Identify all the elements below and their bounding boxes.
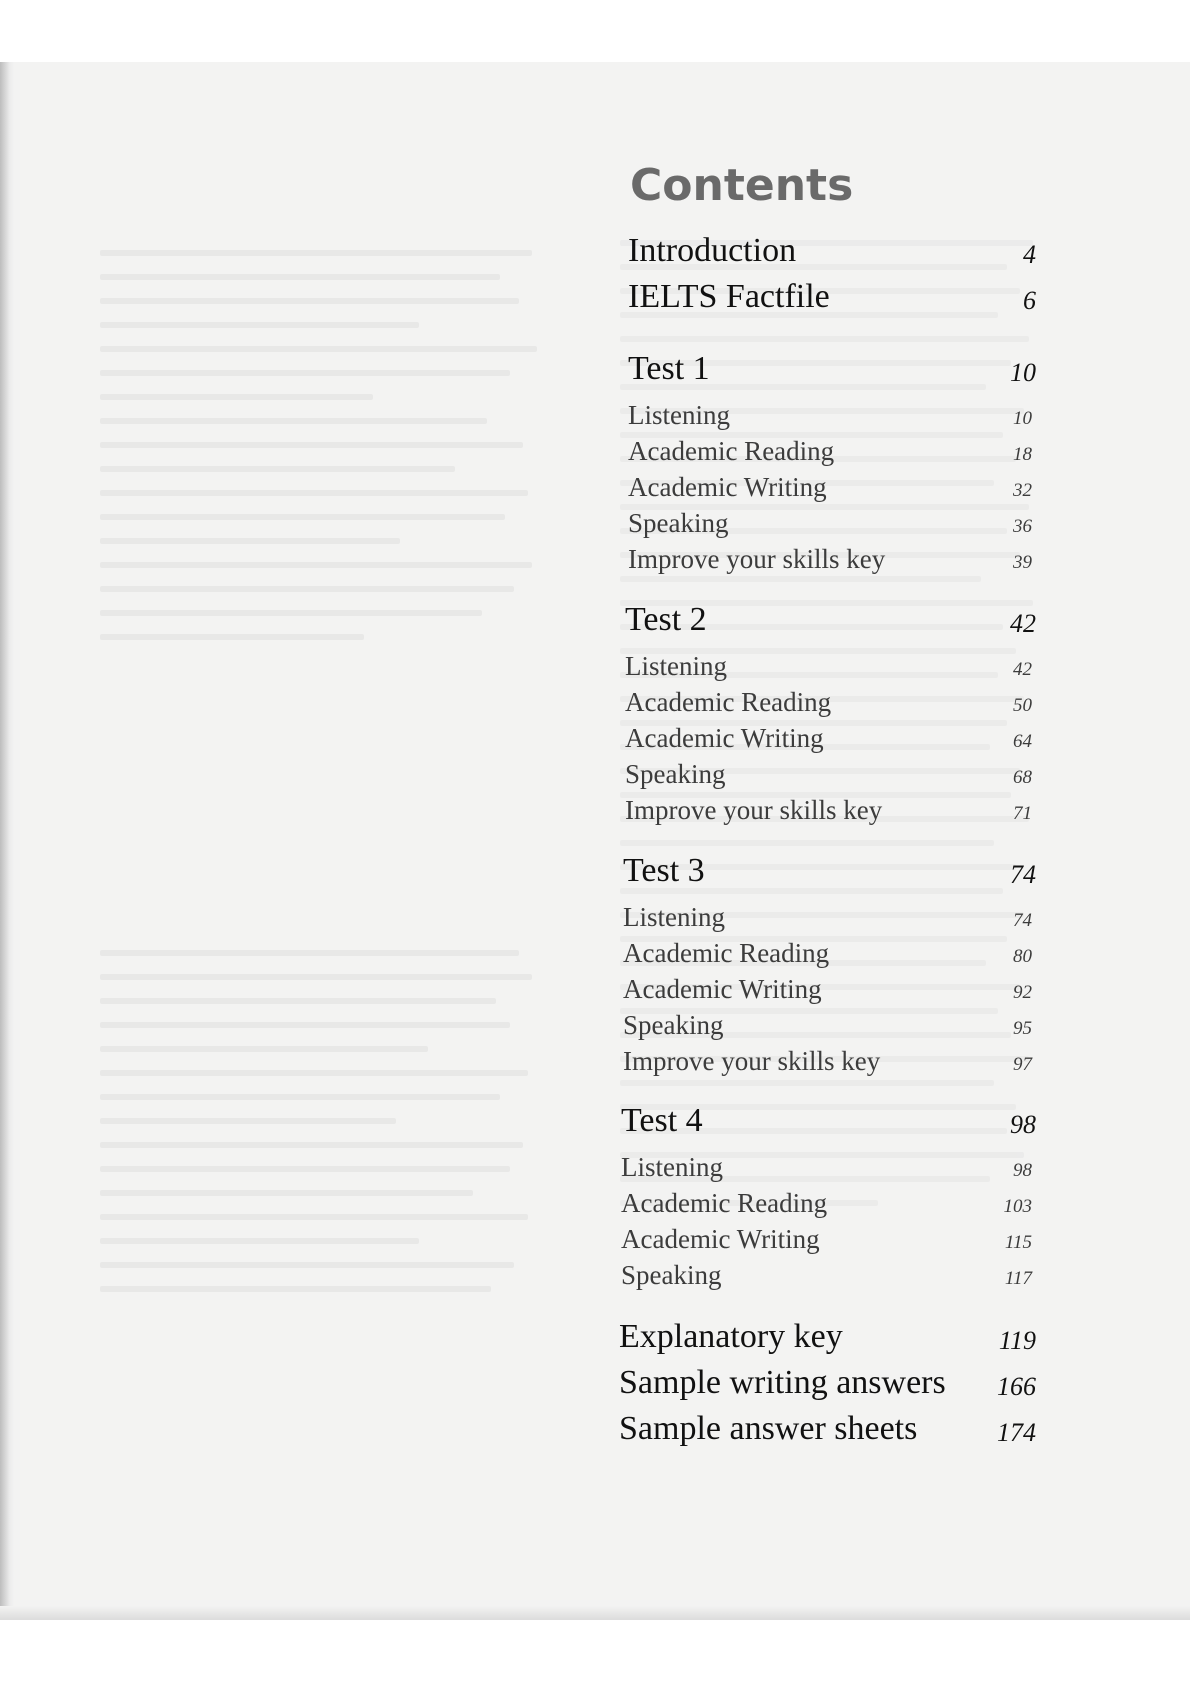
toc-test-2-listening-page-number: 42 bbox=[1013, 659, 1032, 680]
toc-test-3-improve-your-skills-key-page-number: 97 bbox=[1013, 1054, 1032, 1075]
toc-entry-sample-answer-sheets-label: Sample answer sheets bbox=[619, 1410, 918, 1447]
toc-test-3-speaking-label: Speaking bbox=[623, 1010, 724, 1040]
toc-test-3-academic-reading-label: Academic Reading bbox=[623, 938, 830, 968]
toc-test-2-academic-writing-label: Academic Writing bbox=[625, 723, 824, 753]
toc-test-1-listening-label: Listening bbox=[628, 400, 730, 430]
toc-test-1-academic-writing bbox=[628, 472, 1032, 512]
toc-test-2-speaking bbox=[625, 759, 1032, 799]
toc-test-2-improve-your-skills-key-label: Improve your skills key bbox=[625, 795, 883, 825]
toc-test-4-academic-writing-label: Academic Writing bbox=[621, 1224, 820, 1254]
toc-test-2-listening bbox=[625, 651, 1032, 691]
toc-test-3-listening bbox=[623, 902, 1032, 942]
toc-test-4-speaking-page-number: 117 bbox=[1004, 1268, 1032, 1289]
toc-test-4-academic-reading-page-number: 103 bbox=[1003, 1196, 1032, 1217]
toc-test-2 bbox=[625, 601, 1036, 641]
toc-test-2-academic-reading-page-number: 50 bbox=[1013, 695, 1032, 716]
toc-entry-sample-writing-answers-label: Sample writing answers bbox=[619, 1364, 946, 1401]
toc-test-2-improve-your-skills-key-page-number: 71 bbox=[1013, 803, 1032, 824]
toc-test-4-label: Test 4 bbox=[621, 1102, 703, 1139]
toc-test-2-speaking-page-number: 68 bbox=[1013, 767, 1032, 788]
toc-test-3-page-number: 74 bbox=[1010, 860, 1036, 889]
toc-test-4-listening-page-number: 98 bbox=[1013, 1160, 1032, 1181]
toc-test-2-academic-reading-label: Academic Reading bbox=[625, 687, 832, 717]
toc-test-4-academic-writing-page-number: 115 bbox=[1004, 1232, 1032, 1253]
toc-test-2-improve-your-skills-key bbox=[625, 795, 1032, 835]
toc-test-2-academic-writing bbox=[625, 723, 1032, 763]
toc-entry-sample-answer-sheets-page-number: 174 bbox=[997, 1418, 1036, 1447]
toc-test-1-listening bbox=[628, 400, 1032, 440]
toc-entry-explanatory-key-page-number: 119 bbox=[998, 1326, 1036, 1355]
toc-entry-introduction-label: Introduction bbox=[628, 232, 797, 269]
toc-test-3 bbox=[623, 852, 1036, 892]
toc-test-1-improve-your-skills-key-page-number: 39 bbox=[1013, 552, 1032, 573]
toc-test-2-academic-writing-page-number: 64 bbox=[1013, 731, 1032, 752]
toc-test-4-listening bbox=[621, 1152, 1032, 1192]
toc-entry-introduction bbox=[628, 232, 1036, 272]
toc-test-1-academic-writing-label: Academic Writing bbox=[628, 472, 827, 502]
toc-test-1-academic-writing-page-number: 32 bbox=[1013, 480, 1032, 501]
toc-entry-ielts-factfile bbox=[628, 278, 1036, 318]
toc-test-2-listening-label: Listening bbox=[625, 651, 727, 681]
toc-test-2-speaking-label: Speaking bbox=[625, 759, 726, 789]
toc-test-1-speaking-page-number: 36 bbox=[1013, 516, 1032, 537]
toc-test-4-page-number: 98 bbox=[1010, 1110, 1036, 1139]
toc-test-2-academic-reading bbox=[625, 687, 1032, 727]
toc-test-4 bbox=[621, 1102, 1036, 1142]
toc-test-3-improve-your-skills-key bbox=[623, 1046, 1032, 1086]
toc-entry-explanatory-key bbox=[619, 1318, 1036, 1358]
toc-entry-sample-writing-answers-page-number: 166 bbox=[997, 1372, 1036, 1401]
toc-test-3-listening-page-number: 74 bbox=[1013, 910, 1032, 931]
toc-test-3-speaking bbox=[623, 1010, 1032, 1050]
toc-test-1-page-number: 10 bbox=[1010, 358, 1036, 387]
toc-test-4-academic-reading-label: Academic Reading bbox=[621, 1188, 828, 1218]
toc-test-3-listening-label: Listening bbox=[623, 902, 725, 932]
toc-test-1-speaking bbox=[628, 508, 1032, 548]
toc-entry-introduction-page-number: 4 bbox=[1023, 240, 1036, 269]
toc-test-3-academic-reading bbox=[623, 938, 1032, 978]
toc-test-3-academic-writing bbox=[623, 974, 1032, 1014]
toc-entry-sample-writing-answers bbox=[619, 1364, 1036, 1404]
toc-test-1-academic-reading-page-number: 18 bbox=[1013, 444, 1032, 465]
toc-test-3-speaking-page-number: 95 bbox=[1013, 1018, 1032, 1039]
toc-test-4-academic-reading bbox=[621, 1188, 1032, 1228]
toc-test-3-label: Test 3 bbox=[623, 852, 705, 889]
toc-test-1-academic-reading bbox=[628, 436, 1032, 476]
toc-test-1-label: Test 1 bbox=[628, 350, 710, 387]
toc-test-1-listening-page-number: 10 bbox=[1013, 408, 1032, 429]
toc-entry-explanatory-key-label: Explanatory key bbox=[619, 1318, 843, 1355]
toc-entry-ielts-factfile-page-number: 6 bbox=[1023, 286, 1036, 315]
toc-test-4-academic-writing bbox=[621, 1224, 1032, 1264]
page-title: Contents bbox=[630, 160, 854, 211]
toc-entry-sample-answer-sheets bbox=[619, 1410, 1036, 1450]
toc-test-1-improve-your-skills-key bbox=[628, 544, 1032, 584]
toc-entry-ielts-factfile-label: IELTS Factfile bbox=[628, 278, 830, 315]
toc-test-4-listening-label: Listening bbox=[621, 1152, 723, 1182]
toc-test-3-academic-reading-page-number: 80 bbox=[1013, 946, 1032, 967]
toc-test-4-speaking bbox=[621, 1260, 1032, 1300]
toc-test-4-speaking-label: Speaking bbox=[621, 1260, 722, 1290]
toc-test-3-improve-your-skills-key-label: Improve your skills key bbox=[623, 1046, 881, 1076]
toc-test-1 bbox=[628, 350, 1036, 390]
toc-test-1-academic-reading-label: Academic Reading bbox=[628, 436, 835, 466]
toc-test-3-academic-writing-page-number: 92 bbox=[1013, 982, 1032, 1003]
toc-test-1-improve-your-skills-key-label: Improve your skills key bbox=[628, 544, 886, 574]
toc-test-3-academic-writing-label: Academic Writing bbox=[623, 974, 822, 1004]
toc-test-1-speaking-label: Speaking bbox=[628, 508, 729, 538]
toc-test-2-label: Test 2 bbox=[625, 601, 707, 638]
toc-test-2-page-number: 42 bbox=[1010, 609, 1036, 638]
